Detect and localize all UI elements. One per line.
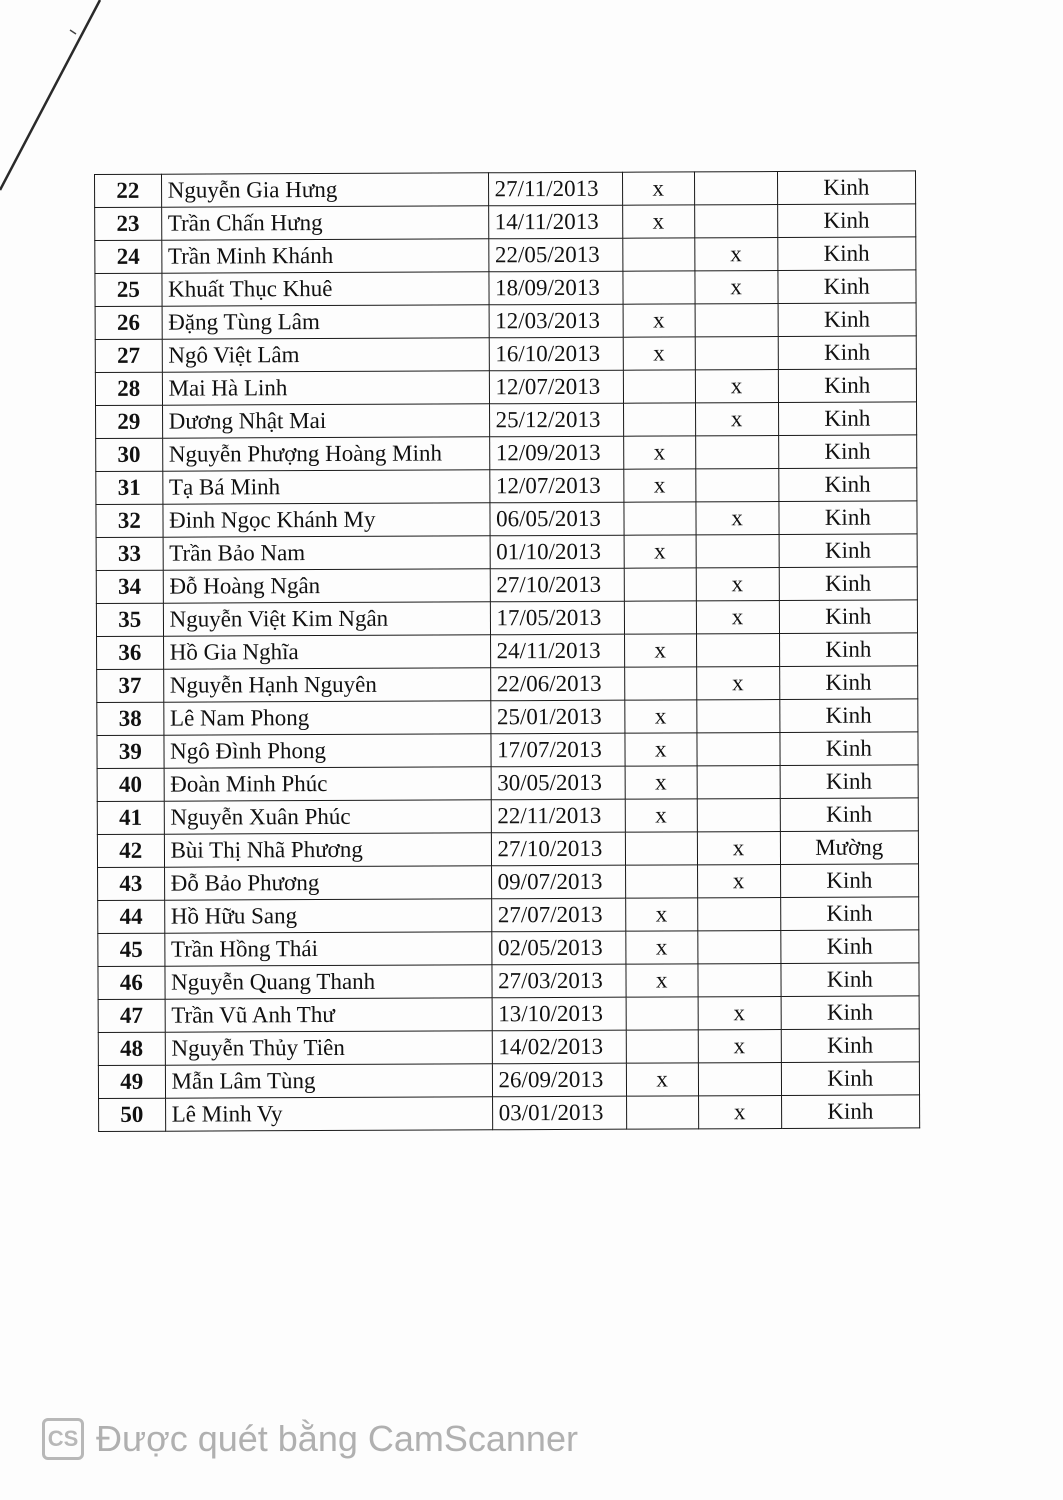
student-name: Nguyễn Hạnh Nguyên xyxy=(163,668,490,702)
student-roster-table xyxy=(94,170,920,1132)
ethnicity: Kinh xyxy=(781,1095,920,1129)
gender-female-mark: x xyxy=(695,403,778,436)
table-row xyxy=(97,831,918,868)
row-number: 39 xyxy=(97,735,164,768)
ethnicity: Mường xyxy=(780,831,919,865)
gender-female-mark: x xyxy=(695,502,778,535)
table-row xyxy=(95,171,916,208)
student-name: Trần Bảo Nam xyxy=(163,536,490,570)
student-name: Nguyễn Việt Kim Ngân xyxy=(163,602,490,636)
table-row xyxy=(97,765,918,802)
date-of-birth: 27/03/2013 xyxy=(492,964,626,998)
student-name: Ngô Việt Lâm xyxy=(162,338,489,372)
gender-female-mark xyxy=(694,205,777,238)
gender-female-mark xyxy=(695,436,778,469)
gender-male-mark: x xyxy=(626,931,698,964)
gender-male-mark xyxy=(623,403,695,436)
date-of-birth: 12/03/2013 xyxy=(489,304,623,338)
gender-female-mark xyxy=(695,304,778,337)
row-number: 48 xyxy=(98,1032,165,1065)
ethnicity: Kinh xyxy=(778,270,917,304)
row-number: 34 xyxy=(96,570,163,603)
gender-female-mark xyxy=(697,799,780,832)
table-row xyxy=(96,501,917,538)
gender-male-mark: x xyxy=(626,964,698,997)
table-row xyxy=(98,864,919,901)
student-name: Lê Minh Vy xyxy=(165,1097,492,1131)
date-of-birth: 22/11/2013 xyxy=(491,799,625,833)
table-row xyxy=(96,600,917,637)
ethnicity: Kinh xyxy=(781,996,920,1030)
gender-male-mark: x xyxy=(624,535,696,568)
gender-male-mark: x xyxy=(625,799,697,832)
table-row xyxy=(97,699,918,736)
gender-female-mark xyxy=(696,535,779,568)
student-name: Ngô Đình Phong xyxy=(164,734,491,768)
student-name: Dương Nhật Mai xyxy=(162,404,489,438)
date-of-birth: 18/09/2013 xyxy=(488,271,622,305)
row-number: 24 xyxy=(95,240,162,273)
gender-female-mark xyxy=(696,700,779,733)
roster-body xyxy=(95,171,920,1132)
student-name: Mẫn Lâm Tùng xyxy=(165,1064,492,1098)
student-name: Nguyễn Xuân Phúc xyxy=(164,800,491,834)
date-of-birth: 22/06/2013 xyxy=(490,667,624,701)
gender-female-mark xyxy=(695,337,778,370)
row-number: 26 xyxy=(95,306,162,339)
student-name: Đỗ Bảo Phương xyxy=(164,866,491,900)
ethnicity: Kinh xyxy=(777,237,916,271)
student-name: Đoàn Minh Phúc xyxy=(164,767,491,801)
row-number: 32 xyxy=(96,504,163,537)
date-of-birth: 25/01/2013 xyxy=(490,700,624,734)
student-name: Nguyễn Quang Thanh xyxy=(165,965,492,999)
gender-male-mark: x xyxy=(625,766,697,799)
date-of-birth: 27/07/2013 xyxy=(491,898,625,932)
ethnicity: Kinh xyxy=(778,336,917,370)
table-row xyxy=(98,930,919,967)
date-of-birth: 17/05/2013 xyxy=(490,601,624,635)
row-number: 31 xyxy=(96,471,163,504)
row-number: 37 xyxy=(97,669,164,702)
row-number: 49 xyxy=(98,1065,165,1098)
gender-male-mark xyxy=(624,502,696,535)
date-of-birth: 12/09/2013 xyxy=(489,436,623,470)
row-number: 30 xyxy=(96,438,163,471)
date-of-birth: 12/07/2013 xyxy=(489,370,623,404)
student-name: Mai Hà Linh xyxy=(162,371,489,405)
table-row xyxy=(98,1029,919,1066)
row-number: 41 xyxy=(97,801,164,834)
table-row xyxy=(96,402,917,439)
student-name: Trần Chấn Hưng xyxy=(161,206,488,240)
row-number: 47 xyxy=(98,999,165,1032)
student-name: Tạ Bá Minh xyxy=(162,470,489,504)
row-number: 40 xyxy=(97,768,164,801)
ethnicity: Kinh xyxy=(779,567,918,601)
ethnicity: Kinh xyxy=(780,930,919,964)
row-number: 45 xyxy=(98,933,165,966)
gender-male-mark: x xyxy=(622,205,694,238)
gender-female-mark: x xyxy=(696,667,779,700)
table-row xyxy=(96,534,917,571)
ethnicity: Kinh xyxy=(777,171,916,205)
row-number: 43 xyxy=(98,867,165,900)
table-row xyxy=(98,963,919,1000)
row-number: 46 xyxy=(98,966,165,999)
row-number: 50 xyxy=(99,1098,166,1131)
row-number: 29 xyxy=(96,405,163,438)
ethnicity: Kinh xyxy=(779,666,918,700)
date-of-birth: 22/05/2013 xyxy=(488,238,622,272)
gender-female-mark: x xyxy=(698,1030,781,1063)
gender-male-mark: x xyxy=(622,172,694,205)
date-of-birth: 27/11/2013 xyxy=(488,172,622,206)
student-name: Hồ Gia Nghĩa xyxy=(163,635,490,669)
row-number: 25 xyxy=(95,273,162,306)
table-row xyxy=(95,270,916,307)
date-of-birth: 06/05/2013 xyxy=(490,502,624,536)
row-number: 22 xyxy=(95,174,162,207)
gender-female-mark xyxy=(697,931,780,964)
gender-male-mark: x xyxy=(625,898,697,931)
gender-female-mark: x xyxy=(695,370,778,403)
gender-male-mark xyxy=(623,370,695,403)
table-row xyxy=(98,897,919,934)
date-of-birth: 27/10/2013 xyxy=(490,568,624,602)
date-of-birth: 03/01/2013 xyxy=(492,1096,626,1130)
row-number: 35 xyxy=(96,603,163,636)
ethnicity: Kinh xyxy=(780,765,919,799)
date-of-birth: 12/07/2013 xyxy=(489,469,623,503)
gender-male-mark: x xyxy=(626,1063,698,1096)
date-of-birth: 27/10/2013 xyxy=(491,832,625,866)
table-row xyxy=(96,567,917,604)
ethnicity: Kinh xyxy=(779,633,918,667)
date-of-birth: 26/09/2013 xyxy=(492,1063,626,1097)
student-name: Nguyễn Phượng Hoàng Minh xyxy=(162,437,489,471)
student-name: Trần Vũ Anh Thư xyxy=(165,998,492,1032)
row-number: 23 xyxy=(95,207,162,240)
table-row xyxy=(97,732,918,769)
table-row xyxy=(96,468,917,505)
gender-male-mark: x xyxy=(623,436,695,469)
row-number: 28 xyxy=(95,372,162,405)
gender-female-mark xyxy=(697,898,780,931)
ethnicity: Kinh xyxy=(777,204,916,238)
ethnicity: Kinh xyxy=(779,501,918,535)
row-number: 44 xyxy=(98,900,165,933)
ethnicity: Kinh xyxy=(778,468,917,502)
date-of-birth: 14/11/2013 xyxy=(488,205,622,239)
table-row xyxy=(97,798,918,835)
gender-male-mark: x xyxy=(623,337,695,370)
student-name: Đỗ Hoàng Ngân xyxy=(163,569,490,603)
gender-male-mark xyxy=(624,667,696,700)
gender-male-mark xyxy=(623,271,695,304)
ethnicity: Kinh xyxy=(780,864,919,898)
ethnicity: Kinh xyxy=(781,1029,920,1063)
gender-male-mark: x xyxy=(624,634,696,667)
gender-male-mark xyxy=(626,1030,698,1063)
ethnicity: Kinh xyxy=(778,402,917,436)
table-row xyxy=(95,237,916,274)
table-row xyxy=(95,336,916,373)
student-name: Đinh Ngọc Khánh My xyxy=(163,503,490,537)
gender-male-mark xyxy=(625,832,697,865)
date-of-birth: 13/10/2013 xyxy=(492,997,626,1031)
gender-male-mark: x xyxy=(625,700,697,733)
row-number: 38 xyxy=(97,702,164,735)
gender-female-mark: x xyxy=(698,1096,781,1129)
row-number: 36 xyxy=(97,636,164,669)
gender-female-mark: x xyxy=(694,271,777,304)
watermark-text: Được quét bằng CamScanner xyxy=(96,1418,578,1459)
date-of-birth: 25/12/2013 xyxy=(489,403,623,437)
date-of-birth: 01/10/2013 xyxy=(490,535,624,569)
gender-female-mark xyxy=(696,634,779,667)
gender-female-mark: x xyxy=(696,601,779,634)
gender-male-mark: x xyxy=(624,469,696,502)
gender-female-mark xyxy=(698,964,781,997)
table-row xyxy=(98,1062,919,1099)
ethnicity: Kinh xyxy=(779,699,918,733)
date-of-birth: 02/05/2013 xyxy=(491,931,625,965)
table-row xyxy=(96,435,917,472)
page-fold-edge xyxy=(0,0,120,200)
date-of-birth: 09/07/2013 xyxy=(491,865,625,899)
ethnicity: Kinh xyxy=(780,732,919,766)
gender-male-mark xyxy=(623,238,695,271)
student-name: Hồ Hữu Sang xyxy=(164,899,491,933)
ethnicity: Kinh xyxy=(780,798,919,832)
gender-female-mark: x xyxy=(694,238,777,271)
date-of-birth: 17/07/2013 xyxy=(491,733,625,767)
ethnicity: Kinh xyxy=(781,1062,920,1096)
student-name: Đặng Tùng Lâm xyxy=(162,305,489,339)
ethnicity: Kinh xyxy=(779,534,918,568)
gender-female-mark xyxy=(698,1063,781,1096)
ethnicity: Kinh xyxy=(778,369,917,403)
row-number: 33 xyxy=(96,537,163,570)
table-row xyxy=(97,633,918,670)
student-name: Khuất Thục Khuê xyxy=(162,272,489,306)
gender-female-mark xyxy=(695,469,778,502)
gender-female-mark xyxy=(697,766,780,799)
gender-male-mark: x xyxy=(623,304,695,337)
ethnicity: Kinh xyxy=(779,600,918,634)
gender-female-mark: x xyxy=(697,832,780,865)
ethnicity: Kinh xyxy=(781,963,920,997)
date-of-birth: 14/02/2013 xyxy=(492,1030,626,1064)
gender-female-mark xyxy=(694,172,777,205)
table-row xyxy=(98,996,919,1033)
student-name: Nguyễn Thủy Tiên xyxy=(165,1031,492,1065)
row-number: 42 xyxy=(97,834,164,867)
row-number: 27 xyxy=(95,339,162,372)
gender-male-mark: x xyxy=(625,733,697,766)
gender-female-mark: x xyxy=(696,568,779,601)
table-row xyxy=(95,369,916,406)
table-row xyxy=(95,204,916,241)
gender-male-mark xyxy=(626,997,698,1030)
student-name: Bùi Thị Nhã Phương xyxy=(164,833,491,867)
camscanner-logo-icon: CS xyxy=(42,1418,84,1460)
ethnicity: Kinh xyxy=(780,897,919,931)
date-of-birth: 24/11/2013 xyxy=(490,634,624,668)
gender-male-mark xyxy=(624,601,696,634)
gender-female-mark xyxy=(697,733,780,766)
date-of-birth: 30/05/2013 xyxy=(491,766,625,800)
student-name: Lê Nam Phong xyxy=(163,701,490,735)
gender-female-mark: x xyxy=(698,997,781,1030)
gender-male-mark xyxy=(624,568,696,601)
table-row xyxy=(97,666,918,703)
table-row xyxy=(99,1095,920,1132)
student-name: Nguyễn Gia Hưng xyxy=(161,173,488,207)
table-row xyxy=(95,303,916,340)
student-name: Trần Minh Khánh xyxy=(161,239,488,273)
ethnicity: Kinh xyxy=(778,435,917,469)
camscanner-watermark xyxy=(42,1414,578,1464)
ethnicity: Kinh xyxy=(778,303,917,337)
gender-female-mark: x xyxy=(697,865,780,898)
gender-male-mark xyxy=(625,865,697,898)
gender-male-mark xyxy=(626,1096,698,1129)
student-name: Trần Hồng Thái xyxy=(164,932,491,966)
date-of-birth: 16/10/2013 xyxy=(489,337,623,371)
stamp-edge-mark xyxy=(1047,385,1063,545)
